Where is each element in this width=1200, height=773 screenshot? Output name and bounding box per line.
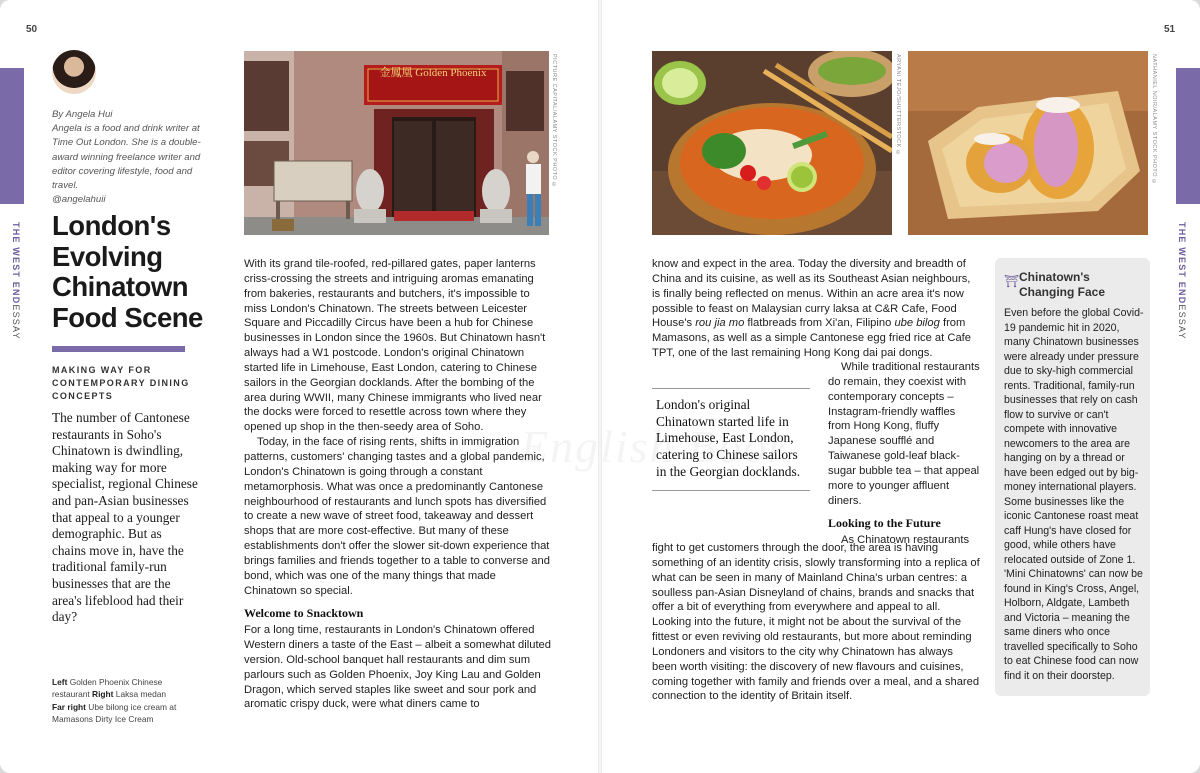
photo-golden-phoenix: [244, 51, 549, 235]
author-byline: [52, 108, 212, 207]
photo-captions: [52, 676, 192, 725]
article-type: ESSAY: [1177, 304, 1187, 340]
laksa-bowl-illustration: [652, 51, 892, 235]
paragraph: With its grand tile-roofed, red-pillared gates, paper lanterns criss-crossing the streets and intriguing aromas emanating from bakeries, restaurants and butchers, it's impossible to miss London's Chinatown. The streets between Leicester Square and Piccadilly Circus have been a hub for Chinese businesses in London since the 1960s. But Chinatown hasn't always had a W1 postcode. London's original Chinatown started life in Limehouse, East London, catering to Chinese sailors in the Georgian docklands. After the bombing of the area during WWII, many Chinese immigrants who lived near the docks were forced to resettle across town where they opened up shop in the then-seedy area of Soho.: [244, 258, 546, 434]
caption-label: Right: [92, 689, 114, 700]
article-kicker: MAKING WAY FOR CONTEMPORARY DINING CONCEPTS: [52, 365, 190, 401]
page-gutter: [598, 0, 602, 773]
paragraph: [652, 257, 980, 361]
text-run: know and expect in the area. Today the diversity and breadth of China and its cuisine, as well as its Southeast Asian neighbours, is finally being reflected on menus. Within an acre area it's now possible to feast on Malaysian curry laksa at C&R Cafe, Food House's: [652, 258, 971, 330]
sidebar-title: Chinatown's Changing Face: [1019, 270, 1106, 299]
section-tab-left: [0, 68, 24, 204]
photo-credit: NATHANIEL NOIR/ALAMY STOCK PHOTO ©: [1151, 54, 1157, 186]
sidebar-body: Even before the global Covid-19 pandemic hit in 2020, many Chinatown businesses were already under pressure due to sky-high commercial rents. Traditional, family-run businesses that rely on cash flow to survive or can't compete with innovative newcomers to the area are hanging on by a thread or have been edged out by big-money international players. Some businesses like the iconic Cantonese roast meat caff Hung's have closed for good, while others have relocated outside of Zone 1. 'Mini Chinatowns' can now be found in King's Cross, Angel, Holborn, Aldgate, Lambeth and Victoria – meaning the same diners who once travelled specifically to Soho to eat Chinese food can now find it on their doorstep.: [1004, 307, 1144, 682]
author-avatar: [52, 50, 96, 94]
paragraph: fight to get customers through the door, the area is having something of an identity crisis, slowly transforming into a replica of what can be seen in many of Mainland China's urban centres: a soulless pan-Asian Disneyland of chains, brands and snacks that offer a bit of everything from everywhere and appeal to all. Looking into the future, it might not be about the survival of the fittest or even reviving old restaurants, but more about reminding Londoners and visitors to the city why Chinatown has always been worth visiting: the discovery of new flavours and cuisines, coming together with family and friends over a meal, and a shared connection to the identity of Britain itself.: [652, 542, 980, 703]
text-run: from Mamasons, as well as a simple Cantonese egg fried rice at Cafe TPT, one of the last remaining Hong Kong dai pai dongs.: [652, 317, 971, 360]
article-headline: London's Evolving Chinatown Food Scene: [52, 210, 203, 333]
photo-ube-ice-cream: [908, 51, 1148, 235]
text-run: flatbreads from Xi'an, Filipino: [744, 317, 895, 330]
section-label-right: [1177, 222, 1187, 340]
section-name: THE WEST END: [1177, 222, 1187, 305]
article-column-1: [244, 257, 551, 712]
chinese-gate-icon: ⛩: [1004, 274, 1020, 288]
caption-text: Laksa medan: [115, 689, 167, 700]
article-column-2-bottom: [652, 541, 980, 704]
caption-label: Left: [52, 677, 68, 687]
section-label-left: [11, 222, 21, 340]
caption-text: Ube bilong ice cream at Mamasons Dirty Ice Cream: [52, 701, 177, 724]
subheading: Welcome to Snacktown: [244, 606, 364, 621]
paragraph: Today, in the face of rising rents, shifts in immigration patterns, customers' changing tastes and a global pandemic, London's Chinatown is going through a constant metamorphosis. What was once a predominantly Cantonese neighbourhood of restaurants and lunch spots has diversified to create a new wave of street food, takeaway and dessert shops that are more cost-effective. But many of these establishments don't offer the slower sit-down experience that brings families and friends together to a table to converse and bond, which was one of the many things that made Chinatown so special.: [244, 436, 550, 597]
paragraph: While traditional restaurants do remain, they coexist with contemporary concepts – Instagram-friendly waffles from Hong Kong, fluffy Japanese soufflé and Taiwanese gold-leaf black-sugar bubble tea – that appeal more to younger affluent diners.: [828, 361, 980, 507]
page-number-left: 50: [26, 24, 38, 35]
section-tab-right: [1176, 68, 1200, 204]
section-name: THE WEST END: [11, 222, 21, 305]
photo-laksa: [652, 51, 892, 235]
restaurant-sign: 金鳳凰 Golden Phoenix: [379, 67, 487, 79]
author-bio: Angela is a food and drink writer at Time Out London. She is a double-award winning freelance writer and editor covering lifestyle, food and travel.: [52, 123, 201, 192]
caption-label: Far right: [52, 701, 86, 712]
headline-rule: [52, 346, 185, 352]
author-handle: @angelahuii: [52, 194, 106, 206]
caption-text: Golden Phoenix Chinese restaurant: [52, 677, 163, 700]
italic-text: ube bilog: [894, 317, 940, 330]
article-column-2-narrow: [828, 360, 980, 548]
author-name: By Angela Hui: [52, 109, 113, 120]
italic-text: rou jia mo: [695, 317, 745, 330]
subheading: Looking to the Future: [828, 516, 941, 531]
photo-credit: PICTURE CAPITAL/ALAMY STOCK PHOTO ©: [551, 54, 557, 189]
sidebar-box: [995, 258, 1150, 696]
article-standfirst: The number of Cantonese restaurants in Soho's Chinatown is dwindling, making way for more specialist, regional Chinese and pan-Asian businesses that appeal to a younger demographic. But as chains move in, have the traditional family-run businesses that are the area's lifeblood had their day?: [52, 410, 198, 625]
page-number-right: 51: [1164, 24, 1176, 35]
article-column-2: [652, 257, 980, 361]
ice-cream-bun-illustration: [908, 51, 1148, 235]
article-type: ESSAY: [11, 304, 21, 340]
paragraph: As Chinatown restaurants: [841, 534, 970, 547]
paragraph: For a long time, restaurants in London's Chinatown offered Western diners a taste of the East – albeit a somewhat diluted version. Old-school banquet hall restaurants and dim sum parlours such as Golden Phoenix, Joy King Lau and Golden Dragon, which served staples like sweet and sour pork and aromatic crispy duck, were what diners came to: [244, 624, 552, 711]
photo-credit: ARYANI TEJO/SHUTTERSTOCK ©: [895, 54, 901, 157]
pull-quote: London's original Chinatown started life in Limehouse, East London, catering to Chinese sailors in the Georgian docklands.: [652, 388, 810, 491]
